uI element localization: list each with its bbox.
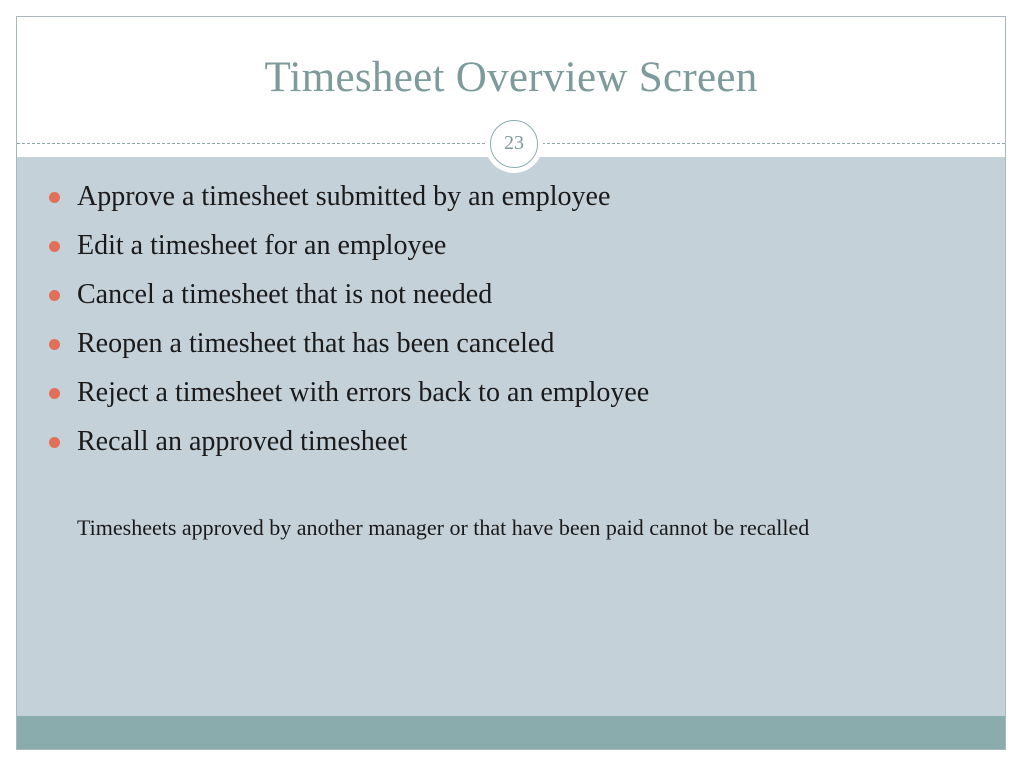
bullet-item bbox=[47, 275, 649, 324]
bullet-item bbox=[47, 177, 649, 226]
slide-title: Timesheet Overview Screen bbox=[264, 54, 758, 101]
slide bbox=[16, 16, 1006, 750]
bullet-text: Cancel a timesheet that is not needed bbox=[77, 279, 493, 310]
bullet-dot-icon bbox=[49, 241, 60, 252]
bullet-item bbox=[47, 226, 649, 275]
bullet-dot-icon bbox=[49, 290, 60, 301]
bullet-text: Recall an approved timesheet bbox=[77, 426, 408, 457]
footer-bar bbox=[17, 716, 1005, 749]
bullet-item bbox=[47, 422, 649, 471]
bullet-text: Approve a timesheet submitted by an employee bbox=[77, 181, 611, 212]
recall-note: Timesheets approved by another manager or that have been paid cannot be recalled bbox=[77, 515, 810, 540]
bullet-text: Edit a timesheet for an employee bbox=[77, 230, 447, 261]
page-number-badge bbox=[485, 115, 543, 173]
bullet-dot-icon bbox=[49, 339, 60, 350]
bullet-dot-icon bbox=[49, 388, 60, 399]
bullet-text: Reopen a timesheet that has been canceled bbox=[77, 328, 555, 359]
bullet-item bbox=[47, 373, 649, 422]
bullet-item bbox=[47, 324, 649, 373]
bullet-list bbox=[47, 177, 649, 471]
bullet-dot-icon bbox=[49, 437, 60, 448]
bullet-text: Reject a timesheet with errors back to an employee bbox=[77, 377, 650, 408]
page-number: 23 bbox=[490, 120, 538, 168]
bullet-dot-icon bbox=[49, 192, 60, 203]
